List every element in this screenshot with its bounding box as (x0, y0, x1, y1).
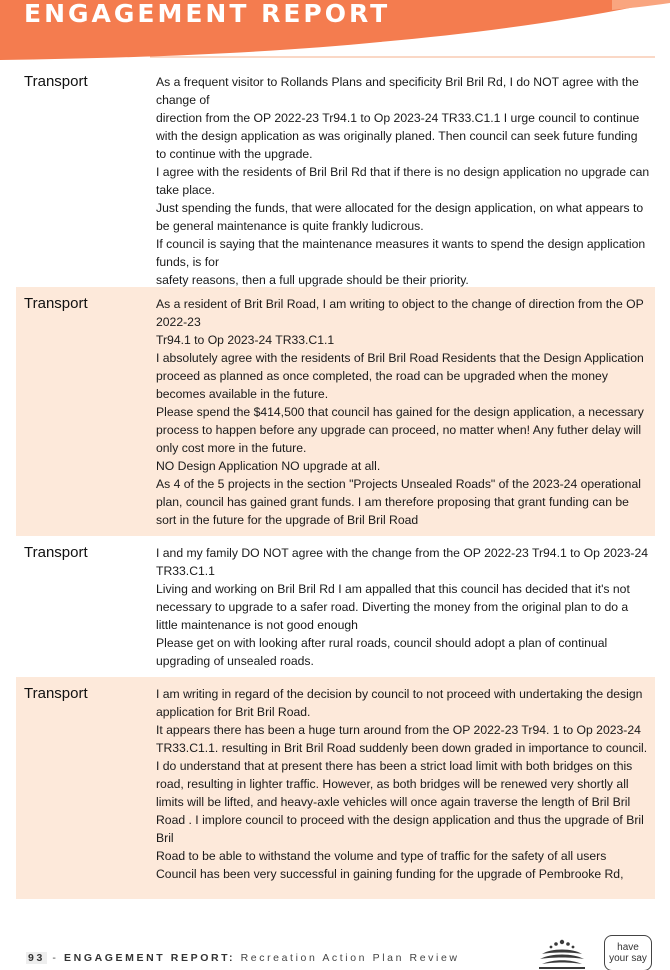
comment-line: application for Brit Bril Road. (156, 705, 311, 719)
comment-line: Please get on with looking after rural roads, council should adopt a plan of continual upgrading of unsealed roads. (156, 636, 608, 668)
comment-line: Just spending the funds, that were allocated for the design application, on what appears to be general maintenance is quite frankly ludicrous. (156, 201, 644, 233)
table-row (16, 65, 655, 287)
footer-report-label: ENGAGEMENT REPORT: (64, 952, 236, 964)
category-cell: Transport (24, 544, 88, 561)
comment-cell (156, 295, 651, 528)
comment-cell (156, 544, 651, 669)
comment-line: I agree with the residents of Bril Bril Rd that if there is no design application no upgrade can take place. (156, 165, 650, 197)
comment-cell (156, 73, 651, 287)
page-header (0, 0, 670, 64)
table-row (16, 677, 655, 899)
comment-line: As a resident of Brit Bril Road, I am writing to object to the change of direction from the OP 2022-23 (156, 297, 644, 329)
feedback-table (16, 65, 655, 899)
comment-line: NO Design Application NO upgrade at all. (156, 459, 381, 473)
page-number: 93 (28, 952, 45, 964)
comment-line: I absolutely agree with the residents of Bril Bril Road Residents that the Design Application proceed as planned as once completed, the road can be upgraded when the money becomes available in the future. (156, 351, 644, 401)
comment-line: Please spend the $414,500 that council has gained for the design application, a necessary process to happen before any upgrade can proceed, no matter when! Any futher delay will only cost more in the future. (156, 405, 644, 455)
category-cell: Transport (24, 685, 88, 702)
have-your-say-logo (604, 935, 652, 970)
comment-line: Council has been very successful in gaining funding for the upgrade of Pembrooke Rd, (156, 867, 624, 881)
comment-line: safety reasons, then a full upgrade should be their priority. (156, 273, 469, 287)
category-cell: Transport (24, 73, 88, 90)
comment-line: I and my family DO NOT agree with the change from the OP 2022-23 Tr94.1 to Op 2023-24 TR33.C1.1 (156, 546, 649, 578)
footer-report-subtitle: Recreation Action Plan Review (235, 952, 460, 964)
comment-line: It appears there has been a huge turn around from the OP 2022-23 Tr94. 1 to Op 2023-24 TR33.C1.1. resulting in Brit Bril Road suddenly been down graded in importance to council. I do understand that at present there has been a strict load limit with both bridges on this road, resulting in lighter traffic. However, as both bridges will be renewed very shortly all limits will be lifted, and heavy-axle vehicles will once again traverse the length of Bril Bril Road . I implore council to proceed with the design application and thus the upgrade of Bril Bril (156, 723, 648, 845)
footer-caption (26, 952, 460, 964)
header-title: ENGAGEMENT REPORT (24, 0, 391, 28)
comment-line: I am writing in regard of the decision by council to not proceed with undertaking the design (156, 687, 643, 701)
comment-line: As a frequent visitor to Rollands Plans and specificity Bril Bril Rd, I do NOT agree with the change of (156, 75, 639, 107)
table-row (16, 287, 655, 536)
page-footer (0, 930, 670, 970)
comment-line: If council is saying that the maintenance measures it wants to spend the design application funds, is for (156, 237, 646, 269)
comment-line: Tr94.1 to Op 2023-24 TR33.C1.1 (156, 333, 335, 347)
comment-cell (156, 685, 651, 891)
have-your-say-line2: your say (609, 953, 647, 964)
have-your-say-line1: have (617, 942, 639, 953)
council-logo-icon (533, 936, 591, 970)
footer-separator: - (46, 952, 65, 964)
table-row (16, 536, 655, 677)
comment-line: direction from the OP 2022-23 Tr94.1 to Op 2023-24 TR33.C1.1 I urge council to continue with the design application as was originally planed. Then council can seek future funding to continue with the upgrade. (156, 111, 640, 161)
comment-line: As 4 of the 5 projects in the section "Projects Unsealed Roads" of the 2023-24 operational plan, council has gained grant funds. I am therefore proposing that grant funding can be sort in the future for the upgrade of Bril Bril Road (156, 477, 641, 527)
category-cell: Transport (24, 295, 88, 312)
comment-line: Living and working on Bril Bril Rd I am appalled that this council has decided that it's not necessary to upgrade to a safer road. Diverting the money from the original plan to do a little maintenance is not good enough (156, 582, 630, 632)
comment-line: Road to be able to withstand the volume and type of traffic for the safety of all users (156, 849, 607, 863)
